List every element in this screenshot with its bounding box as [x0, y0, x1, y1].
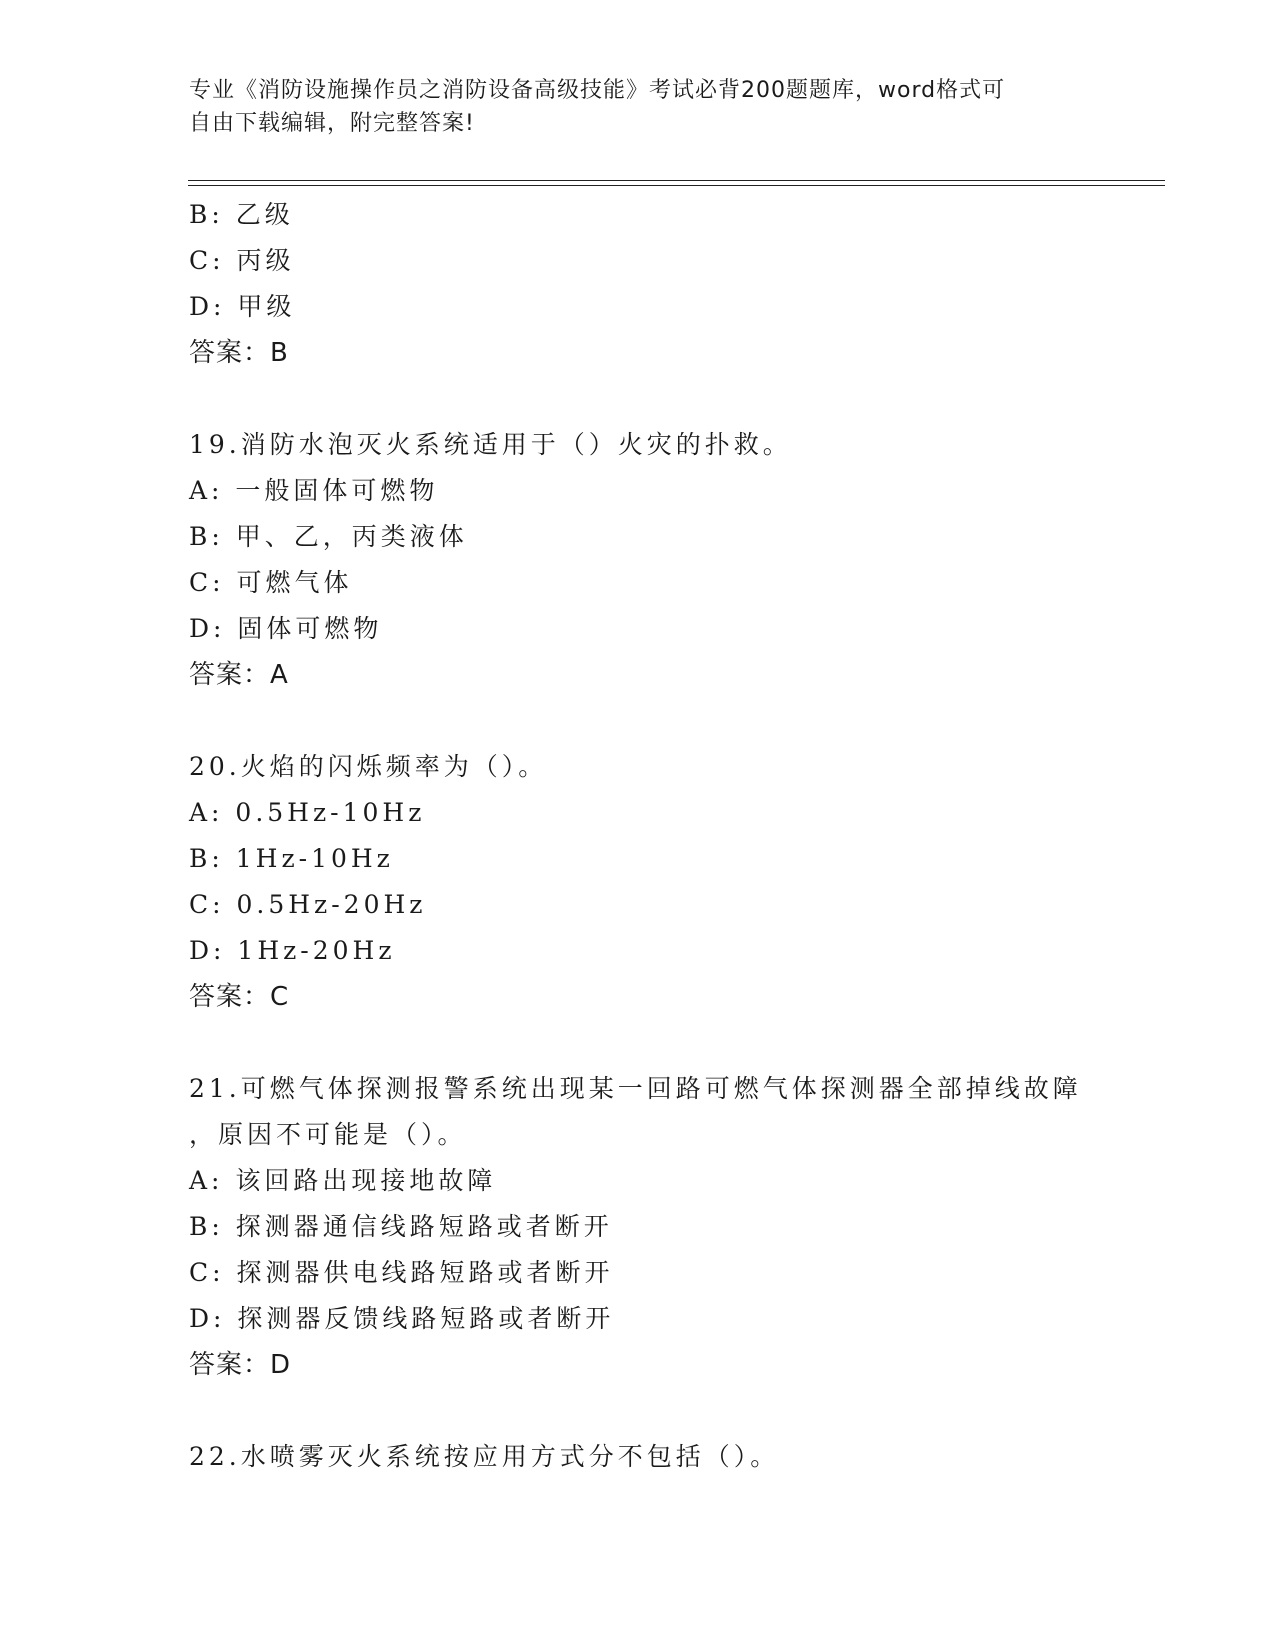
- spacer: [189, 1388, 1089, 1434]
- spacer: [189, 376, 1089, 422]
- option-c: C: 探测器供电线路短路或者断开: [189, 1258, 614, 1287]
- answer: 答案：D: [189, 1350, 292, 1380]
- question-text: 20.火焰的闪烁频率为（）。: [189, 752, 548, 781]
- question-21: [189, 1066, 1089, 1388]
- answer: 答案：B: [189, 338, 289, 368]
- question-20: [189, 744, 1089, 1020]
- question-text-line-2: ，原因不可能是（）。: [189, 1120, 467, 1149]
- option-a: A: 0.5Hz-10Hz: [189, 798, 426, 827]
- spacer: [189, 1020, 1089, 1066]
- option-a: A: 一般固体可燃物: [189, 476, 439, 505]
- question-text: 19.消防水泡灭火系统适用于（）火灾的扑救。: [189, 430, 792, 459]
- option-d: D: 固体可燃物: [189, 614, 383, 643]
- document-header: [189, 74, 1089, 140]
- spacer: [189, 698, 1089, 744]
- option-a: A: 该回路出现接地故障: [189, 1166, 497, 1195]
- option-b: B: 1Hz-10Hz: [189, 844, 394, 873]
- option-d: D: 甲级: [189, 292, 296, 321]
- answer: 答案：C: [189, 982, 290, 1012]
- option-c: C: 可燃气体: [189, 568, 353, 597]
- header-rule-top: [188, 180, 1165, 181]
- question-list: [189, 192, 1089, 1480]
- option-b: B: 乙级: [189, 200, 294, 229]
- question-18-tail: [189, 192, 1089, 376]
- option-b: B: 探测器通信线路短路或者断开: [189, 1212, 613, 1241]
- header-line-1: 专业《消防设施操作员之消防设备高级技能》考试必背200题题库，word格式可: [189, 78, 1006, 103]
- option-d: D: 1Hz-20Hz: [189, 936, 396, 965]
- option-b: B: 甲、乙，丙类液体: [189, 522, 468, 551]
- answer: 答案：A: [189, 660, 289, 690]
- option-c: C: 0.5Hz-20Hz: [189, 890, 427, 919]
- header-rule-bottom: [188, 185, 1165, 186]
- question-22: [189, 1434, 1089, 1480]
- option-c: C: 丙级: [189, 246, 295, 275]
- question-19: [189, 422, 1089, 698]
- question-text-line-1: 21.可燃气体探测报警系统出现某一回路可燃气体探测器全部掉线故障: [189, 1074, 1082, 1103]
- header-line-2: 自由下载编辑，附完整答案!: [189, 111, 475, 136]
- question-text: 22.水喷雾灭火系统按应用方式分不包括（）。: [189, 1442, 780, 1471]
- option-d: D: 探测器反馈线路短路或者断开: [189, 1304, 615, 1333]
